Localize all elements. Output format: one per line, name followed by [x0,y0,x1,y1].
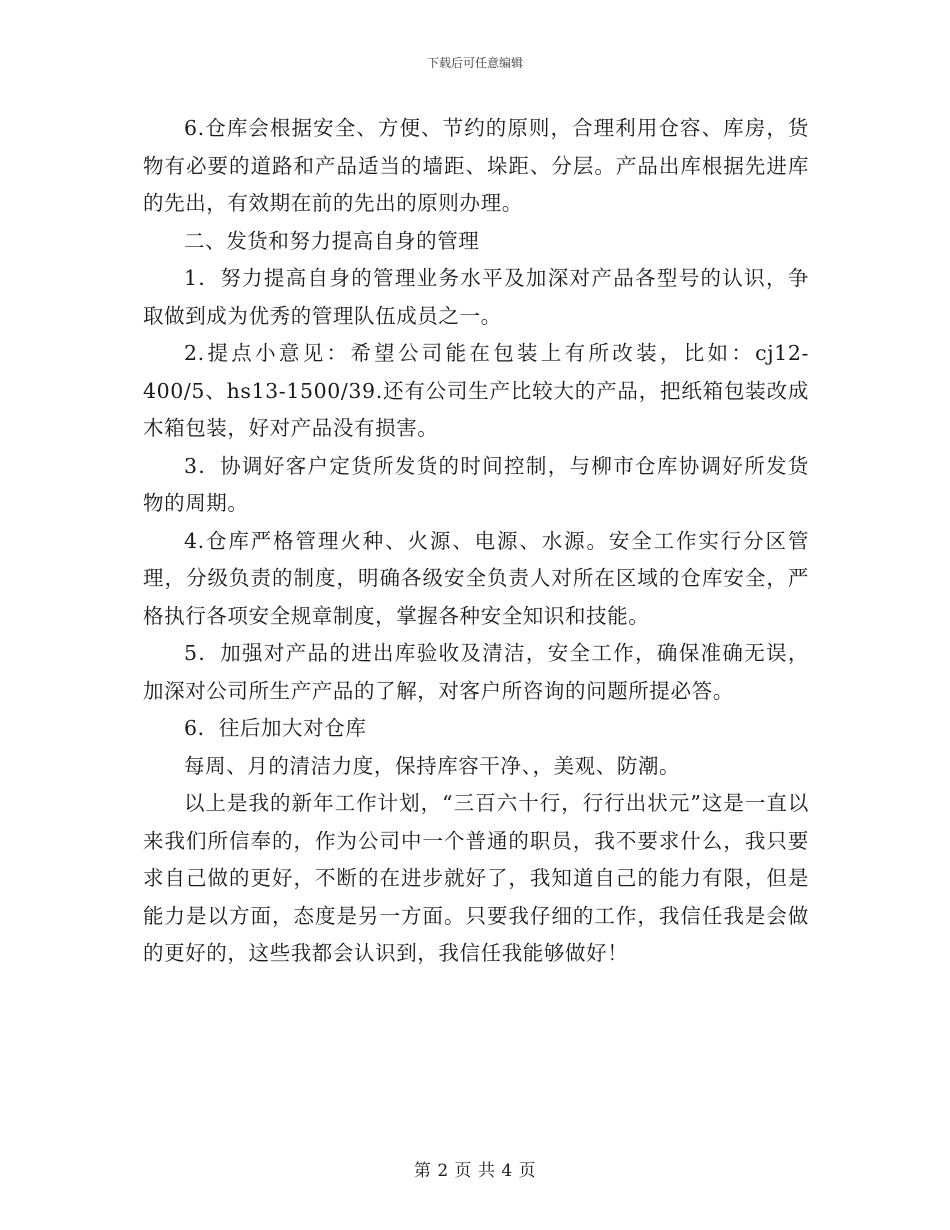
paragraph-item-3: 3．协调好客户定货所发货的时间控制，与柳市仓库协调好所发货物的周期。 [143,453,809,515]
paragraph-item-5: 5．加强对产品的进出库验收及清洁，安全工作，确保准确无误，加深对公司所生产产品的了解，对客户所咨询的问题所提必答。 [143,641,809,703]
page-number: 第 2 页 共 4 页 [413,1161,537,1181]
header-note: 下载后可任意编辑 [426,56,523,70]
document-body [143,110,809,973]
paragraph-conclusion: 以上是我的新年工作计划，“三百六十行，行行出状元”这是一直以来我们所信奉的，作为公司中一个普通的职员，我不要求什么，我只要求自己做的更好，不断的在进步就好了，我知道自己的能力有限，但是能力是以方面，态度是另一方面。只要我仔细的工作，我信任我是会做的更好的，这些我都会认识到，我信任我能够做好！ [143,791,809,965]
paragraph-item-1: 1．努力提高自身的管理业务水平及加深对产品各型号的认识，争取做到成为优秀的管理队伍成员之一。 [143,266,809,328]
paragraph-item-6: 6．往后加大对仓库 [184,716,367,740]
paragraph-item-4: 4.仓库严格管理火种、火源、电源、水源。安全工作实行分区管理，分级负责的制度，明确各级安全负责人对所在区域的仓库安全，严格执行各项安全规章制度，掌握各种安全知识和技能。 [143,528,809,628]
paragraph-item-2: 2.提点小意见：希望公司能在包装上有所改装，比如：cj12-400/5、hs13-1500/39.还有公司生产比较大的产品，把纸箱包装改成木箱包装，好对产品没有损害。 [143,341,809,440]
paragraph-warehouse-principles: 6.仓库会根据安全、方便、节约的原则，合理利用仓容、库房，货物有必要的道路和产品适当的墙距、垛距、分层。产品出库根据先进库的先出，有效期在前的先出的原则办理。 [143,116,809,215]
section-heading-shipping-management: 二、发货和努力提高自身的管理 [184,228,480,253]
paragraph-item-6-continued: 每周、月的清洁力度，保持库容干净、，美观、防潮。 [184,753,681,778]
